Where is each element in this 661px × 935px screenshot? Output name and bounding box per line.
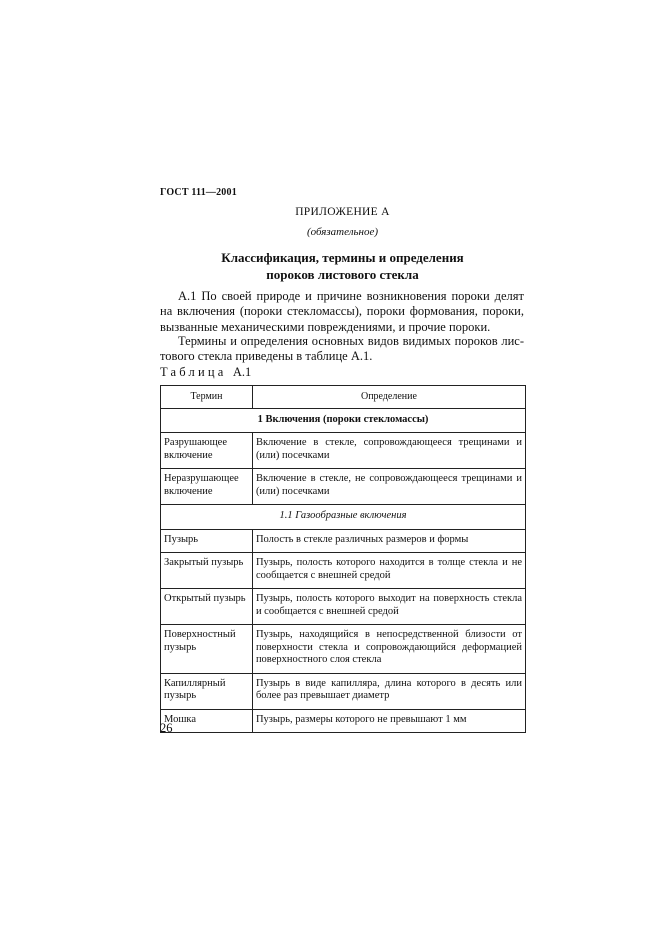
paragraph-line: А.1 По своей природе и причине возникновения пороки делят [178, 289, 524, 303]
appendix-title: ПРИЛОЖЕНИЕ А [295, 206, 390, 218]
subsection-heading: 1.1 Газообразные включения [161, 505, 526, 530]
table-row [161, 469, 526, 505]
subsection-row [161, 505, 526, 530]
definition-cell: Пузырь в виде капилляра, длина которого в десять или более раз превышает диаметр [252, 673, 525, 709]
paragraph-line: Термины и определения основных видов видимых пороков лис- [178, 334, 524, 348]
table-row [161, 709, 526, 733]
appendix-status: (обязательное) [306, 226, 379, 238]
table-row [161, 625, 526, 674]
definition-cell: Пузырь, размеры которого не превышают 1 мм [252, 709, 525, 733]
table-caption-word: Таблица [160, 365, 227, 379]
appendix-heading [0, 249, 661, 283]
term-cell: Закрытый пузырь [161, 553, 253, 589]
heading-line-1: Классификация, термины и определения [221, 250, 464, 265]
term-cell: Разрушающее включение [161, 433, 253, 469]
table-row [161, 433, 526, 469]
term-cell: Пузырь [161, 529, 253, 553]
table-caption-number: А.1 [232, 365, 252, 379]
terms-table [160, 385, 526, 733]
paragraph-line: вызванные механическими повреждениями, и прочие пороки. [160, 319, 491, 334]
definition-cell: Пузырь, находящийся в непосредственной близости от поверхности стекла и сопровождающийся деформацией поверхностного слоя стекла [252, 625, 525, 674]
paragraph-line: на включения (пороки стекломассы), пороки формования, пороки, [160, 304, 524, 319]
definition-cell: Пузырь, полость которого находится в толще стекла и не сообщается с внешней средой [252, 553, 525, 589]
table-row [161, 529, 526, 553]
term-cell: Мошка [161, 709, 253, 733]
definition-cell: Включение в стекле, не сопровождающееся трещинами и (или) посечками [252, 469, 525, 505]
column-header-term: Термин [161, 386, 253, 409]
table-row [161, 589, 526, 625]
term-cell: Неразрушающее включение [161, 469, 253, 505]
term-cell: Капиллярный пузырь [161, 673, 253, 709]
column-header-definition: Определение [252, 386, 525, 409]
section-heading: 1 Включения (пороки стекломассы) [161, 408, 526, 433]
definition-cell: Пузырь, полость которого выходит на поверхность стекла и сообщается с внешней средой [252, 589, 525, 625]
term-cell: Открытый пузырь [161, 589, 253, 625]
section-row [161, 408, 526, 433]
table-row [161, 673, 526, 709]
document-id: ГОСТ 111—2001 [160, 187, 237, 198]
paragraph-line: тового стекла приведены в таблице А.1. [160, 349, 373, 364]
table-header-row [161, 386, 526, 409]
table-caption [160, 365, 251, 380]
page-number: 26 [160, 721, 173, 735]
heading-line-2: пороков листового стекла [266, 267, 419, 282]
table-row [161, 553, 526, 589]
definition-cell: Включение в стекле, сопровождающееся трещинами и (или) посечками [252, 433, 525, 469]
paragraph-terms-intro [160, 334, 524, 365]
definition-cell: Полость в стекле различных размеров и формы [252, 529, 525, 553]
term-cell: Поверхностный пузырь [161, 625, 253, 674]
paragraph-a1 [160, 289, 524, 335]
